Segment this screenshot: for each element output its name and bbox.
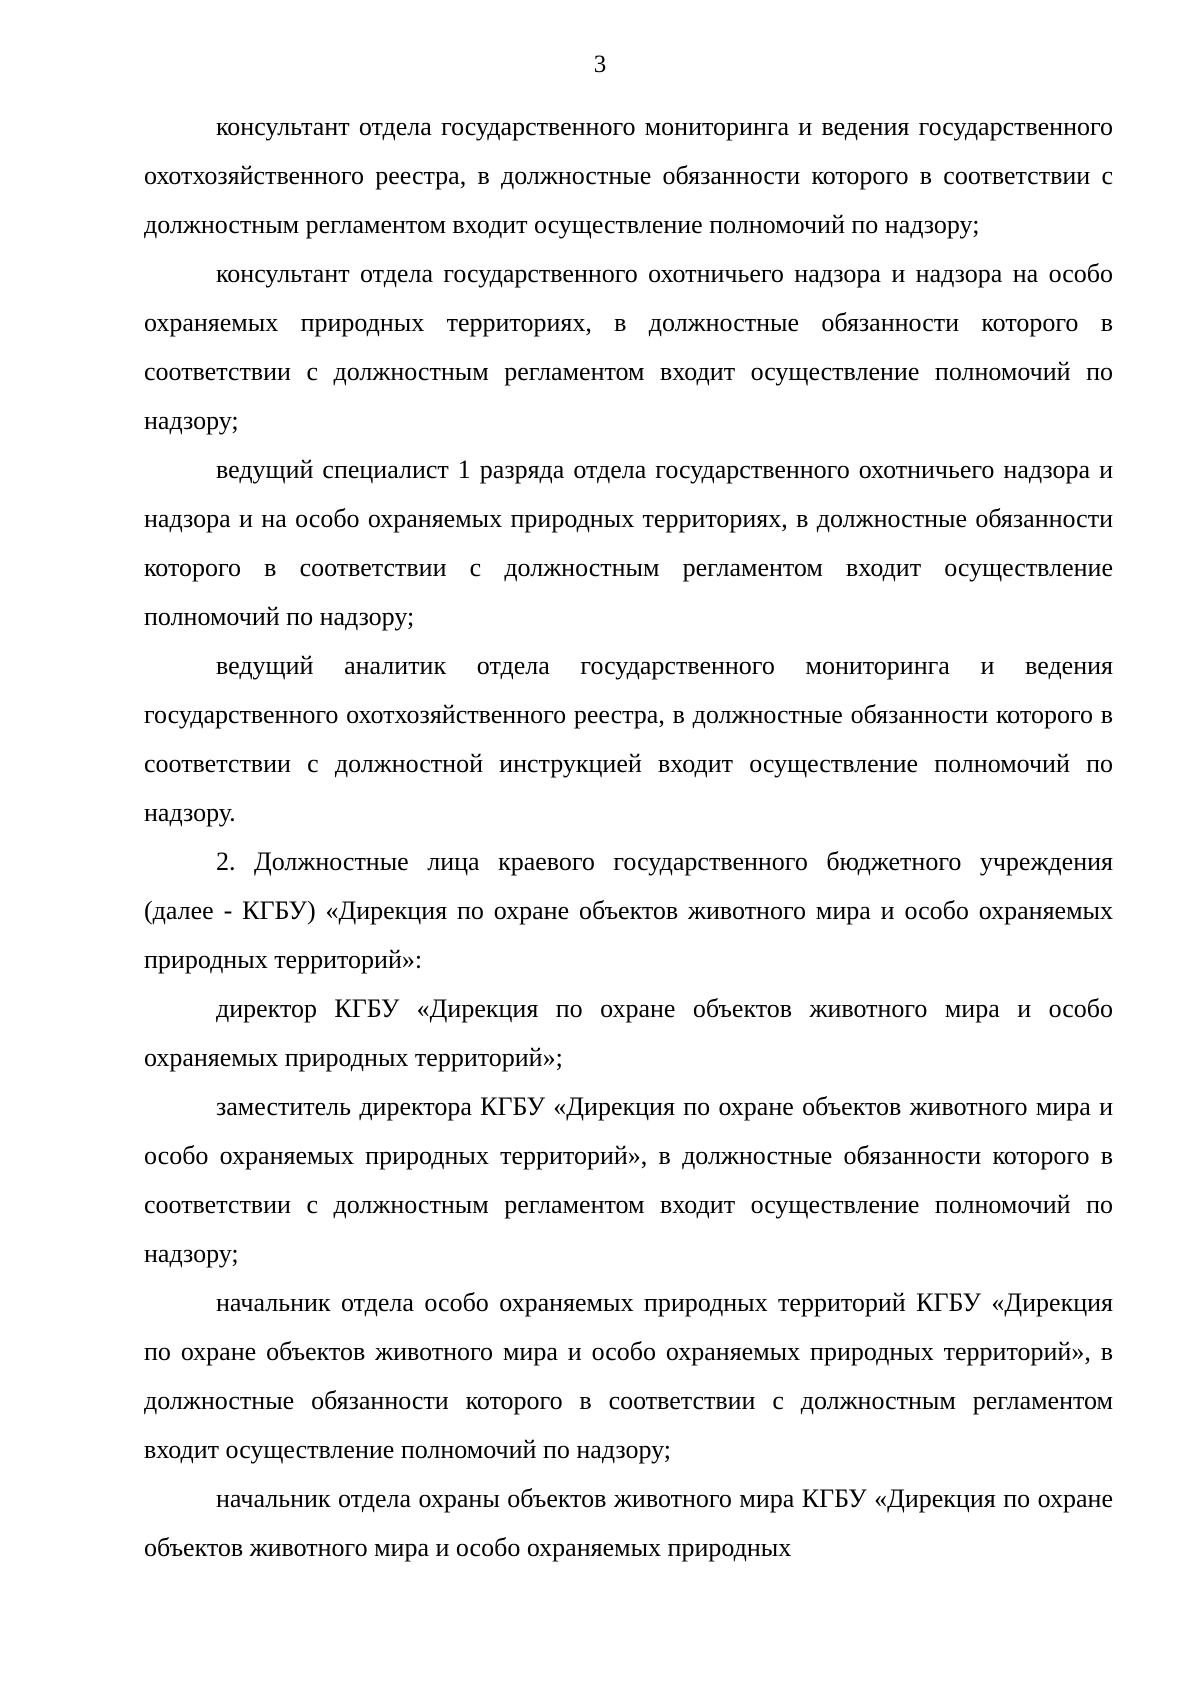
paragraph-consultant-hunting-supervision: консультант отдела государственного охотничьего надзора и надзора на особо охраняемых природных территориях, в должностные обязанности которого в соответствии с должностным регламентом входит осуществление полномочий по надзору; (144, 259, 1113, 435)
document-body (144, 102, 1113, 1572)
paragraph-leading-analyst: ведущий аналитик отдела государственного мониторинга и ведения государственного охотхозяйственного реестра, в должностные обязанности которого в соответствии с должностной инструкцией входит осуществление полномочий по надзору. (144, 651, 1113, 827)
paragraph-head-protected-areas-dept: начальник отдела особо охраняемых природных территорий КГБУ «Дирекция по охране объектов животного мира и особо охраняемых природных территорий», в должностные обязанности которого в соответствии с должностным регламентом входит осуществление полномочий по надзору; (144, 1288, 1113, 1464)
paragraph-leading-specialist: ведущий специалист 1 разряда отдела государственного охотничьего надзора и надзора и на особо охраняемых природных территориях, в должностные обязанности которого в соответствии с должностным регламентом входит осуществление полномочий по надзору; (144, 455, 1113, 631)
paragraph-head-wildlife-protection-dept: начальник отдела охраны объектов животного мира КГБУ «Дирекция по охране объектов животного мира и особо охраняемых природных (144, 1484, 1113, 1562)
paragraph-director: директор КГБУ «Дирекция по охране объектов животного мира и особо охраняемых природных территорий»; (144, 994, 1113, 1072)
page-number: 3 (593, 51, 607, 78)
paragraph-deputy-director: заместитель директора КГБУ «Дирекция по охране объектов животного мира и особо охраняемых природных территорий», в должностные обязанности которого в соответствии с должностным регламентом входит осуществление полномочий по надзору; (144, 1092, 1113, 1268)
paragraph-consultant-monitoring: консультант отдела государственного мониторинга и ведения государственного охотхозяйственного реестра, в должностные обязанности которого в соответствии с должностным регламентом входит осуществление полномочий по надзору; (144, 112, 1113, 239)
paragraph-section-2-officials: 2. Должностные лица краевого государственного бюджетного учреждения (далее - КГБУ) «Дирекция по охране объектов животного мира и особо охраняемых природных территорий»: (144, 847, 1113, 974)
